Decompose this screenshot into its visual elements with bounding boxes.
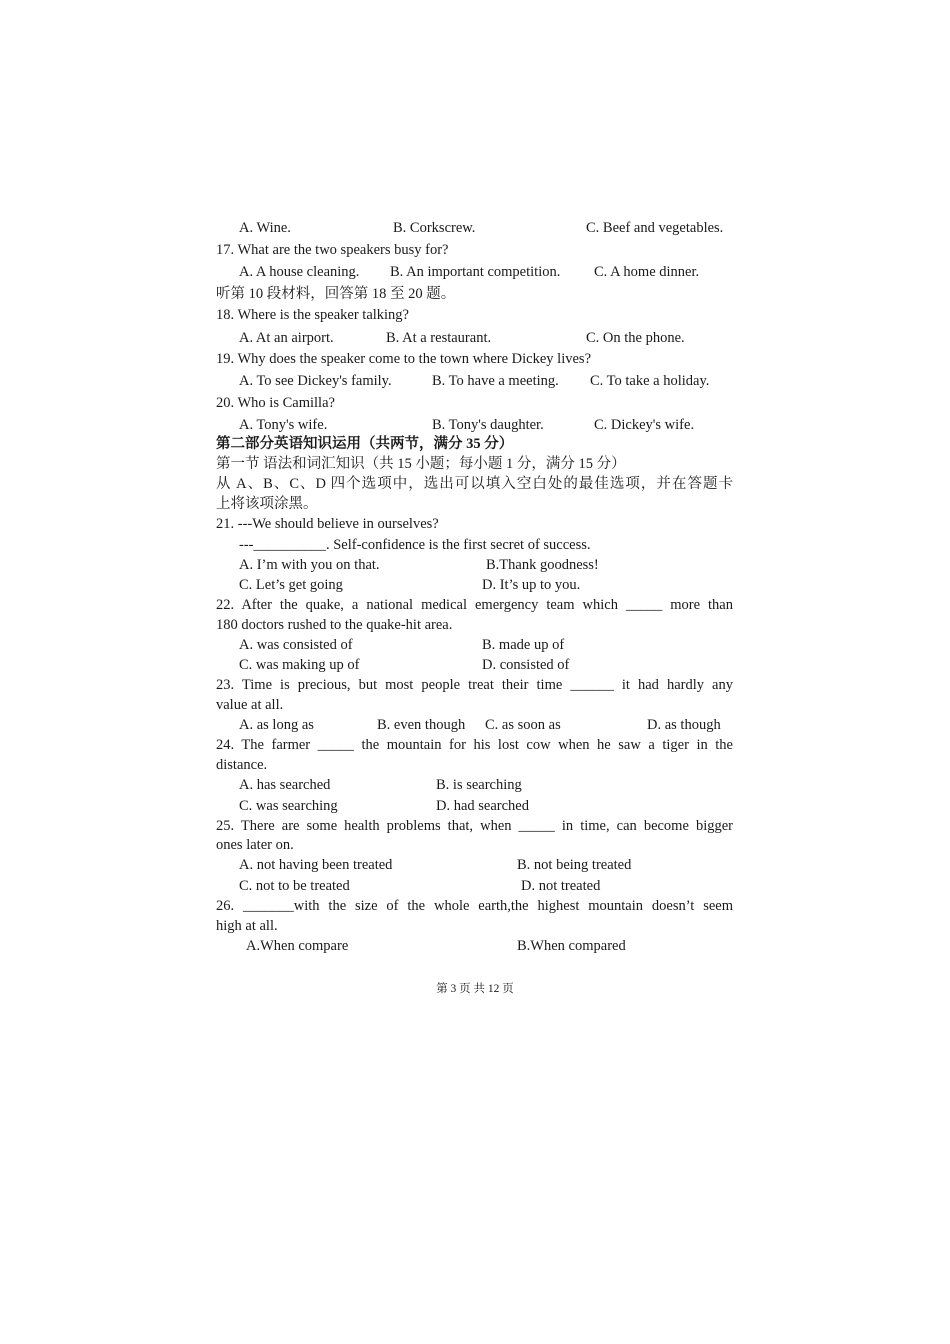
q16-option-b: B. Corkscrew. (393, 220, 476, 236)
q21-stem-line1: 21. ---We should believe in ourselves? (216, 516, 439, 532)
q22-stem-line1: 22. After the quake, a national medical emergency team which _____ more than (216, 597, 733, 613)
q22-stem-line2: 180 doctors rushed to the quake-hit area. (216, 617, 453, 633)
q24-stem-line1: 24. The farmer _____ the mountain for his lost cow when he saw a tiger in the (216, 737, 733, 753)
q18-option-b: B. At a restaurant. (386, 330, 492, 346)
q21-option-c: C. Let’s get going (239, 577, 343, 593)
q16-option-c: C. Beef and vegetables. (586, 220, 724, 236)
q22-option-c: C. was making up of (239, 657, 360, 673)
q19-stem: 19. Why does the speaker come to the town where Dickey lives? (216, 351, 592, 367)
q19-option-a: A. To see Dickey's family. (239, 373, 392, 389)
q18-stem: 18. Where is the speaker talking? (216, 307, 409, 323)
q20-stem: 20. Who is Camilla? (216, 395, 335, 411)
q18-option-a: A. At an airport. (239, 330, 334, 346)
q19-option-c: C. To take a holiday. (590, 373, 710, 389)
q17-option-c: C. A home dinner. (594, 264, 700, 280)
q23-option-b: B. even though (377, 717, 466, 733)
q17-stem: 17. What are the two speakers busy for? (216, 242, 449, 258)
q17-option-b: B. An important competition. (390, 264, 561, 280)
q26-stem-line2: high at all. (216, 918, 278, 934)
q23-stem-line2: value at all. (216, 697, 284, 713)
part2-title: 第二部分英语知识运用（共两节，满分 35 分） (216, 436, 514, 452)
q22-option-b: B. made up of (482, 637, 565, 653)
q24-option-c: C. was searching (239, 798, 338, 814)
q25-option-d: D. not treated (521, 878, 601, 894)
q24-option-b: B. is searching (436, 777, 522, 793)
q26-option-a: A.When compare (246, 938, 349, 954)
q23-option-a: A. as long as (239, 717, 314, 733)
q26-stem-line1: 26. _______with the size of the whole earth,the highest mountain doesn’t seem (216, 898, 733, 914)
listening-instruction-10: 听第 10 段材料，回答第 18 至 20 题。 (216, 286, 456, 302)
q20-option-c: C. Dickey's wife. (594, 417, 695, 433)
q19-option-b: B. To have a meeting. (432, 373, 559, 389)
q25-option-c: C. not to be treated (239, 878, 350, 894)
q21-option-b: B.Thank goodness! (486, 557, 599, 573)
section1-title: 第一节 语法和词汇知识（共 15 小题；每小题 1 分，满分 15 分） (216, 456, 626, 472)
q21-stem-line2: ---__________. Self-confidence is the first secret of success. (239, 537, 591, 553)
page-footer: 第 3 页 共 12 页 (436, 983, 514, 995)
q23-stem-line1: 23. Time is precious, but most people treat their time ______ it had hardly any (216, 677, 733, 693)
q18-option-c: C. On the phone. (586, 330, 685, 346)
q20-option-b: B. Tony's daughter. (432, 417, 544, 433)
q21-option-d: D. It’s up to you. (482, 577, 581, 593)
q26-option-b: B.When compared (517, 938, 626, 954)
part2-instruction-line1: 从 A、B、C、D 四个选项中，选出可以填入空白处的最佳选项，并在答题卡 (216, 476, 733, 492)
q16-option-a: A. Wine. (239, 220, 291, 236)
q21-option-a: A. I’m with you on that. (239, 557, 380, 573)
q25-option-a: A. not having been treated (239, 857, 393, 873)
q25-option-b: B. not being treated (517, 857, 632, 873)
q22-option-d: D. consisted of (482, 657, 570, 673)
q24-stem-line2: distance. (216, 757, 268, 773)
q24-option-d: D. had searched (436, 798, 529, 814)
q25-stem-line1: 25. There are some health problems that, when _____ in time, can become bigger (216, 818, 733, 834)
q20-option-a: A. Tony's wife. (239, 417, 328, 433)
q22-option-a: A. was consisted of (239, 637, 353, 653)
q17-option-a: A. A house cleaning. (239, 264, 360, 280)
part2-instruction-line2: 上将该项涂黑。 (216, 496, 318, 512)
q24-option-a: A. has searched (239, 777, 331, 793)
q23-option-d: D. as though (647, 717, 721, 733)
q25-stem-line2: ones later on. (216, 837, 294, 853)
q23-option-c: C. as soon as (485, 717, 561, 733)
